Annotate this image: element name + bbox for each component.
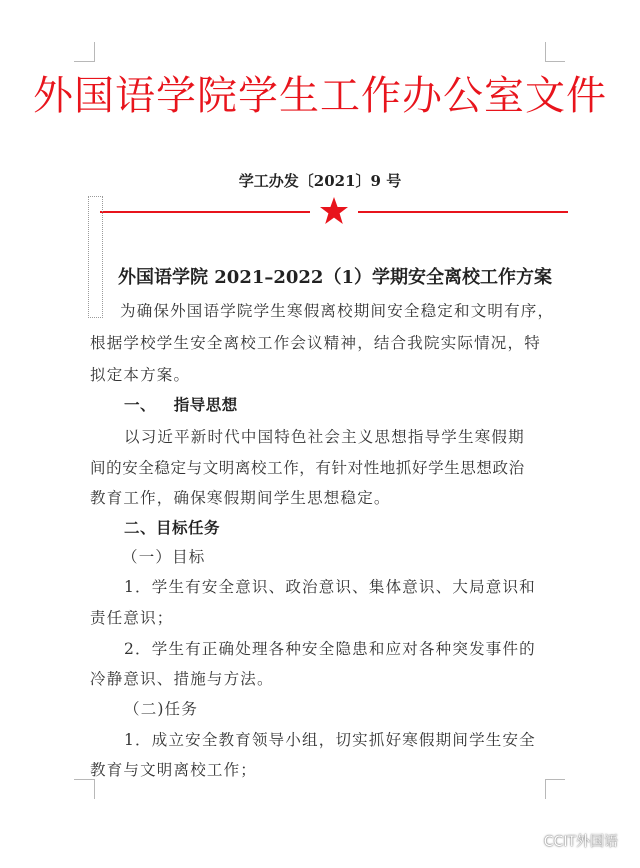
header-rule-right bbox=[358, 211, 568, 213]
crop-mark-top-left bbox=[94, 42, 95, 62]
crop-mark-bottom-left bbox=[94, 779, 95, 799]
header-rule-left bbox=[100, 211, 310, 213]
section-text-line: 教育工作，确保寒假期间学生思想稳定。 bbox=[90, 489, 391, 507]
account-watermark bbox=[518, 830, 618, 852]
watermark-text: CCIT外国语 bbox=[543, 834, 618, 850]
subsection-heading: （一）目标 bbox=[122, 548, 206, 566]
plan-title: 外国语学院 2021–2022（1）学期安全离校工作方案 bbox=[118, 267, 552, 288]
task-line: 1．成立安全教育领导小组，切实抓好寒假期间学生安全 bbox=[124, 731, 536, 749]
subsection-heading: （二)任务 bbox=[124, 700, 199, 718]
intro-line: 根据学校学生安全离校工作会议精神，结合我院实际情况，特 bbox=[90, 334, 541, 352]
intro-line: 为确保外国语学院学生寒假离校期间安全稳定和文明有序， bbox=[120, 302, 555, 320]
goal-line: 责任意识； bbox=[90, 609, 174, 627]
binding-margin-marker bbox=[88, 196, 103, 318]
document-org-title: 外国语学院学生工作办公室文件 bbox=[33, 73, 607, 119]
goal-line: 冷静意识、措施与方法。 bbox=[90, 670, 274, 688]
goal-line: 2．学生有正确处理各种安全隐患和应对各种突发事件的 bbox=[124, 640, 536, 658]
section-heading: 二、目标任务 bbox=[124, 518, 221, 537]
crop-mark-bottom-right bbox=[545, 779, 546, 799]
crop-mark-top-left bbox=[74, 61, 94, 62]
task-line: 教育与文明离校工作； bbox=[90, 761, 258, 779]
section-text-line: 以习近平新时代中国特色社会主义思想指导学生寒假期 bbox=[124, 428, 525, 446]
star-icon bbox=[319, 196, 349, 226]
crop-mark-top-right bbox=[545, 42, 546, 62]
wechat-icon bbox=[518, 830, 538, 852]
crop-mark-bottom-right bbox=[545, 779, 565, 780]
document-number: 学工办发〔2021〕9 号 bbox=[238, 172, 402, 190]
section-text-line: 间的安全稳定与文明离校工作，有针对性地抓好学生思想政治 bbox=[90, 459, 525, 477]
section-heading: 一、 指导思想 bbox=[124, 395, 238, 414]
goal-line: 1．学生有安全意识、政治意识、集体意识、大局意识和 bbox=[124, 578, 536, 596]
crop-mark-top-right bbox=[545, 61, 565, 62]
intro-line: 拟定本方案。 bbox=[90, 366, 191, 384]
